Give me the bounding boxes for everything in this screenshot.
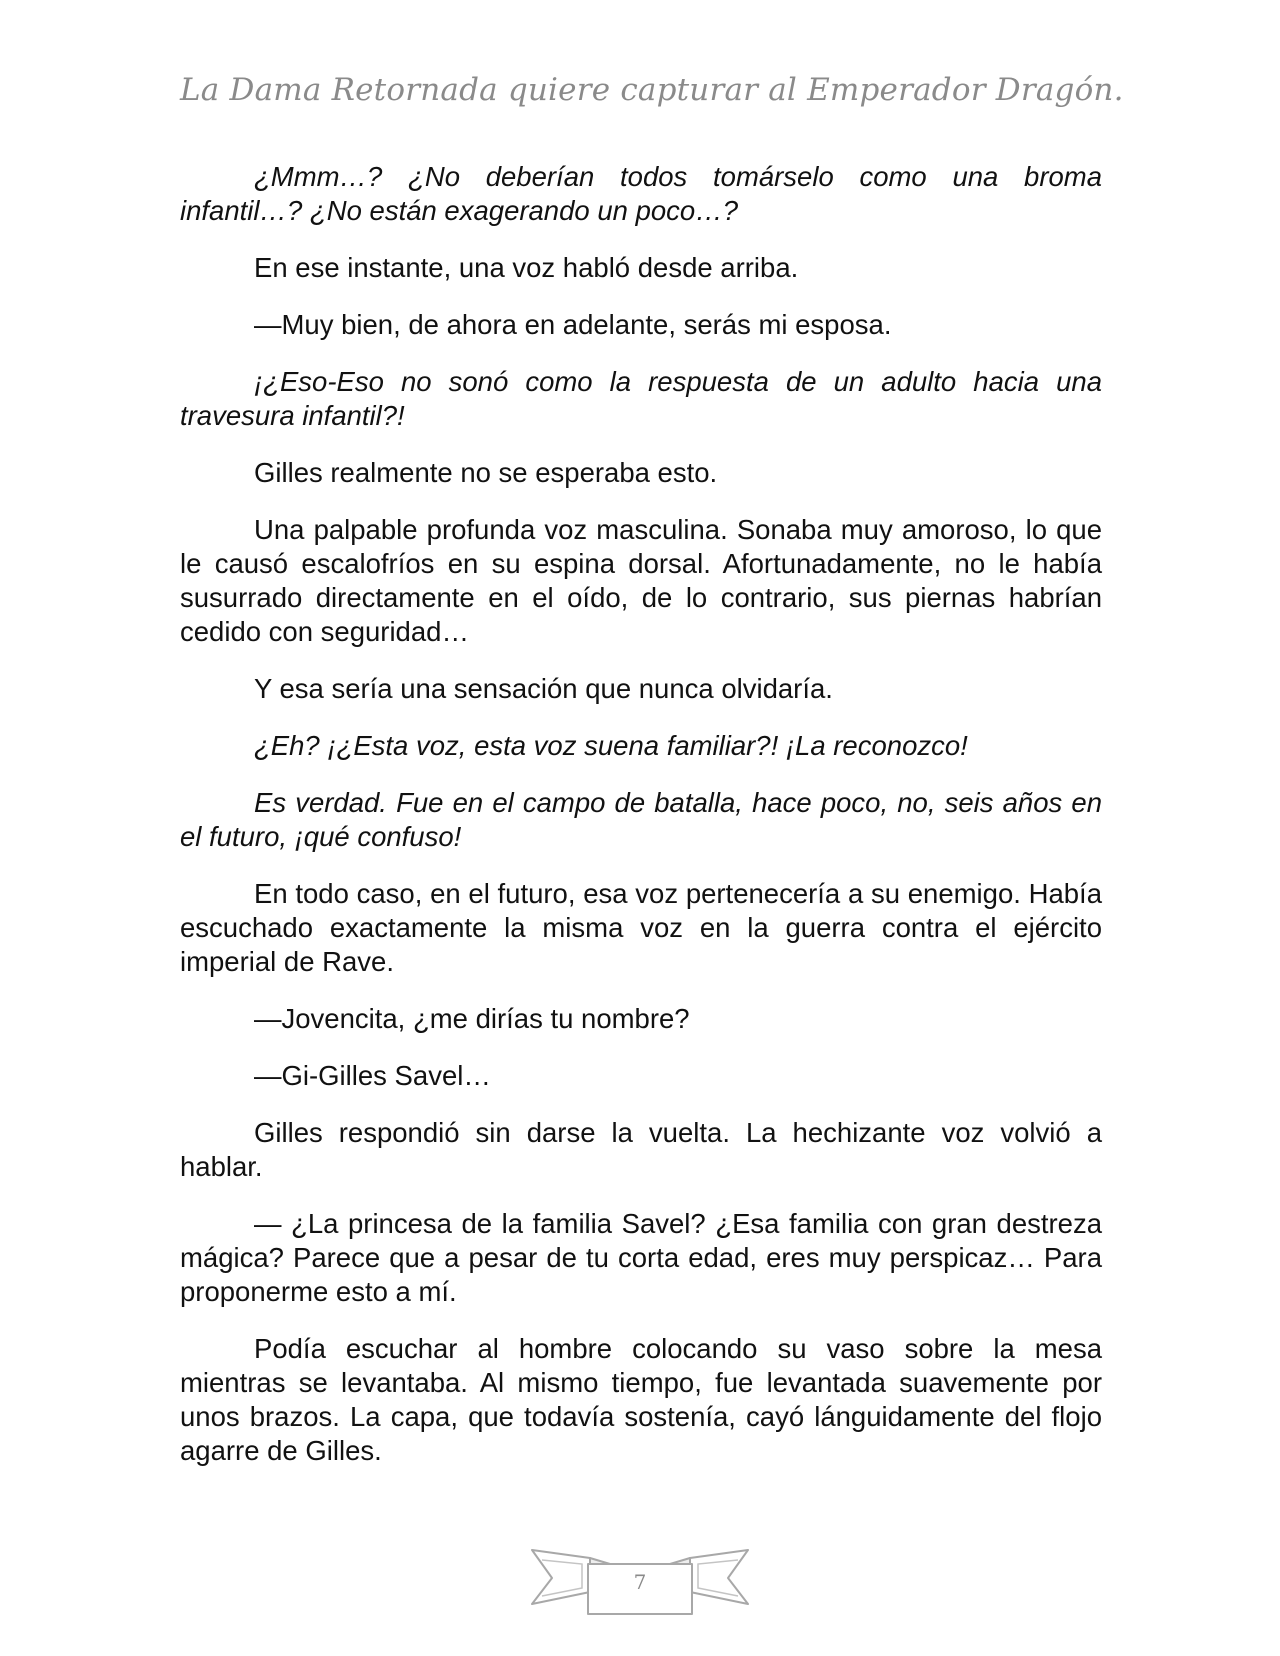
page-number-ribbon <box>530 1548 750 1618</box>
page-body <box>180 160 1102 1491</box>
paragraph: Una palpable profunda voz masculina. Sonaba muy amoroso, lo que le causó escalofríos en su espina dorsal. Afortunadamente, no le había susurrado directamente en el oído, de lo contrario, sus piernas habrían cedido con seguridad… <box>180 514 1102 647</box>
paragraph: ¿Eh? ¡¿Esta voz, esta voz suena familiar?! ¡La reconozco! <box>254 730 968 761</box>
paragraph: Es verdad. Fue en el campo de batalla, hace poco, no, seis años en el futuro, ¡qué confuso! <box>180 787 1102 852</box>
paragraph: Podía escuchar al hombre colocando su vaso sobre la mesa mientras se levantaba. Al mismo tiempo, fue levantada suavemente por unos brazos. La capa, que todavía sostenía, cayó lánguidamente del flojo agarre de Gilles. <box>180 1333 1102 1466</box>
running-header: La Dama Retornada quiere capturar al Emperador Dragón. <box>180 72 1124 108</box>
paragraph: ¡¿Eso-Eso no sonó como la respuesta de un adulto hacia una travesura infantil?! <box>180 366 1102 431</box>
paragraph: Y esa sería una sensación que nunca olvidaría. <box>254 673 833 704</box>
page-number: 7 <box>633 1570 647 1594</box>
paragraph: —Muy bien, de ahora en adelante, serás mi esposa. <box>254 309 892 340</box>
paragraph: Gilles respondió sin darse la vuelta. La hechizante voz volvió a hablar. <box>180 1117 1102 1182</box>
paragraph: Gilles realmente no se esperaba esto. <box>254 457 718 488</box>
paragraph: En todo caso, en el futuro, esa voz pertenecería a su enemigo. Había escuchado exactamente la misma voz en la guerra contra el ejército imperial de Rave. <box>180 878 1102 977</box>
paragraph: En ese instante, una voz habló desde arriba. <box>254 252 799 283</box>
paragraph: ¿Mmm…? ¿No deberían todos tomárselo como una broma infantil…? ¿No están exagerando un poco…? <box>180 161 1102 226</box>
paragraph: —Jovencita, ¿me dirías tu nombre? <box>254 1003 690 1034</box>
paragraph: — ¿La princesa de la familia Savel? ¿Esa familia con gran destreza mágica? Parece que a pesar de tu corta edad, eres muy perspicaz… Para proponerme esto a mí. <box>180 1208 1102 1307</box>
paragraph: —Gi-Gilles Savel… <box>254 1060 491 1091</box>
